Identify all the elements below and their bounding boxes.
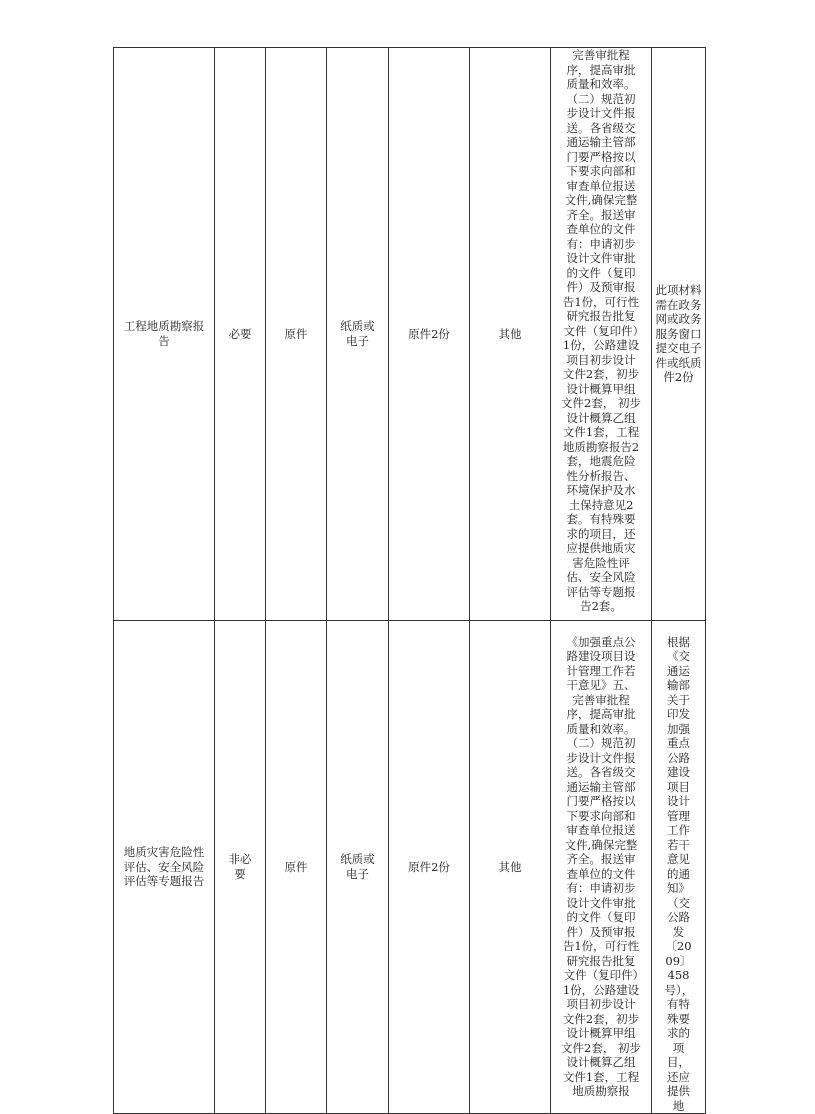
- material-type-cell: 原件: [266, 48, 327, 621]
- source-cell: 其他: [470, 48, 551, 621]
- remark-cell: 此项材料需在政务网或政务服务窗口提交电子件或纸质件2份: [652, 48, 706, 621]
- materials-table: [113, 47, 706, 1114]
- table-row: [114, 48, 706, 621]
- material-name-cell: 工程地质勘察报告: [114, 48, 215, 621]
- material-name-cell: 地质灾害危险性评估、安全风险评估等专题报告: [114, 620, 215, 1114]
- source-cell: 其他: [470, 620, 551, 1114]
- basis-cell: 完善审批程序，提高审批质量和效率。（二）规范初步设计文件报送。各省级交通运输主管部门要严格按以下要求向部和审查单位报送文件,确保完整齐全。报送审查单位的文件有：申请初步设计文件审批的文件（复印件）及预审报告1份，可行性研究报告批复文件（复印件）1份，公路建设项目初步设计文件2套，初步设计概算甲组文件2套， 初步设计概算乙组文件1套，工程地质勘察报告2套，地震危险性分析报告、环境保护及水土保持意见2套。有特殊要求的项目，还应提供地质灾害危险性评估、安全风险评估等专题报告2套。: [551, 48, 652, 621]
- material-type-cell: 原件: [266, 620, 327, 1114]
- material-form-cell: 纸质或电子: [327, 48, 389, 621]
- copies-cell: 原件2份: [389, 620, 470, 1114]
- basis-cell: 《加强重点公路建设项目设计管理工作若干意见》五、完善审批程序，提高审批质量和效率。（二）规范初步设计文件报送。各省级交通运输主管部门要严格按以下要求向部和审查单位报送文件,确保完整齐全。报送审查单位的文件有：申请初步设计文件审批的文件（复印件）及预审报告1份，可行性研究报告批复文件（复印件）1份，公路建设项目初步设计文件2套，初步设计概算甲组文件2套， 初步设计概算乙组文件1套，工程地质勘察报: [551, 620, 652, 1114]
- remark-cell: 根据《交通运输部关于印发加强重点公路建设项目设计管理工作若干意见的通知》（交公路发〔2009〕458号），有特殊要求的项目，还应提供地: [652, 620, 706, 1114]
- required-cell: 非必要: [215, 620, 266, 1114]
- material-form-cell: 纸质或电子: [327, 620, 389, 1114]
- required-cell: 必要: [215, 48, 266, 621]
- copies-cell: 原件2份: [389, 48, 470, 621]
- table-row: [114, 620, 706, 1114]
